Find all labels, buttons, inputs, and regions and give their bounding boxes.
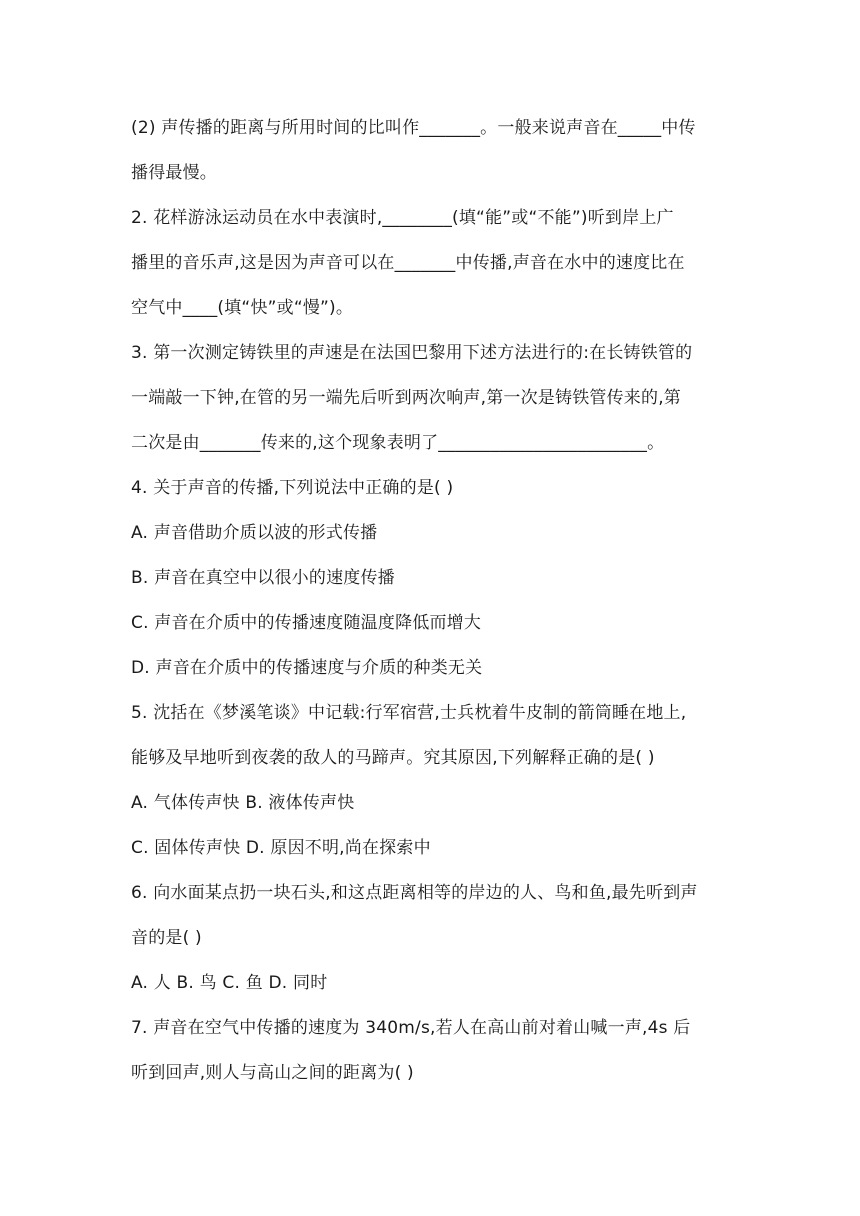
q6-line1: 6. 向水面某点扔一块石头,和这点距离相等的岸边的人、鸟和鱼,最先听到声 — [131, 883, 698, 903]
q2-line2: 播里的音乐声,这是因为声音可以在_______中传播,声音在水中的速度比在 — [131, 253, 685, 273]
q2-line1: 2. 花样游泳运动员在水中表演时,________(填“能”或“不能”)听到岸上广 — [131, 208, 674, 228]
q3-line3: 二次是由_______传来的,这个现象表明了________________________。 — [131, 433, 665, 453]
q4-option-c: C. 声音在介质中的传播速度随温度降低而增大 — [131, 613, 482, 633]
q5-options-cd: C. 固体传声快 D. 原因不明,尚在探索中 — [131, 838, 431, 858]
q2-line3: 空气中____(填“快”或“慢”)。 — [131, 298, 354, 318]
q1-part2-line1: (2) 声传播的距离与所用时间的比叫作_______。一般来说声音在_____中传 — [131, 118, 696, 138]
q7-line2: 听到回声,则人与高山之间的距离为( ) — [131, 1063, 414, 1083]
q5-line1: 5. 沈括在《梦溪笔谈》中记载:行军宿营,士兵枕着牛皮制的箭筒睡在地上, — [131, 703, 687, 723]
q3-line2: 一端敲一下钟,在管的另一端先后听到两次响声,第一次是铸铁管传来的,第 — [131, 388, 682, 408]
q6-line2: 音的是( ) — [131, 928, 202, 948]
q4-option-b: B. 声音在真空中以很小的速度传播 — [131, 568, 395, 588]
q1-part2-line2: 播得最慢。 — [131, 163, 217, 183]
q4-option-a: A. 声音借助介质以波的形式传播 — [131, 523, 378, 543]
q5-line2: 能够及早地听到夜袭的敌人的马蹄声。究其原因,下列解释正确的是( ) — [131, 748, 655, 768]
q4-option-d: D. 声音在介质中的传播速度与介质的种类无关 — [131, 658, 483, 678]
q6-options: A. 人 B. 鸟 C. 鱼 D. 同时 — [131, 973, 328, 993]
q5-options-ab: A. 气体传声快 B. 液体传声快 — [131, 793, 355, 813]
q3-line1: 3. 第一次测定铸铁里的声速是在法国巴黎用下述方法进行的:在长铸铁管的 — [131, 343, 693, 363]
q7-line1: 7. 声音在空气中传播的速度为 340m/s,若人在高山前对着山喊一声,4s 后 — [131, 1018, 691, 1038]
q4-stem: 4. 关于声音的传播,下列说法中正确的是( ) — [131, 478, 454, 498]
